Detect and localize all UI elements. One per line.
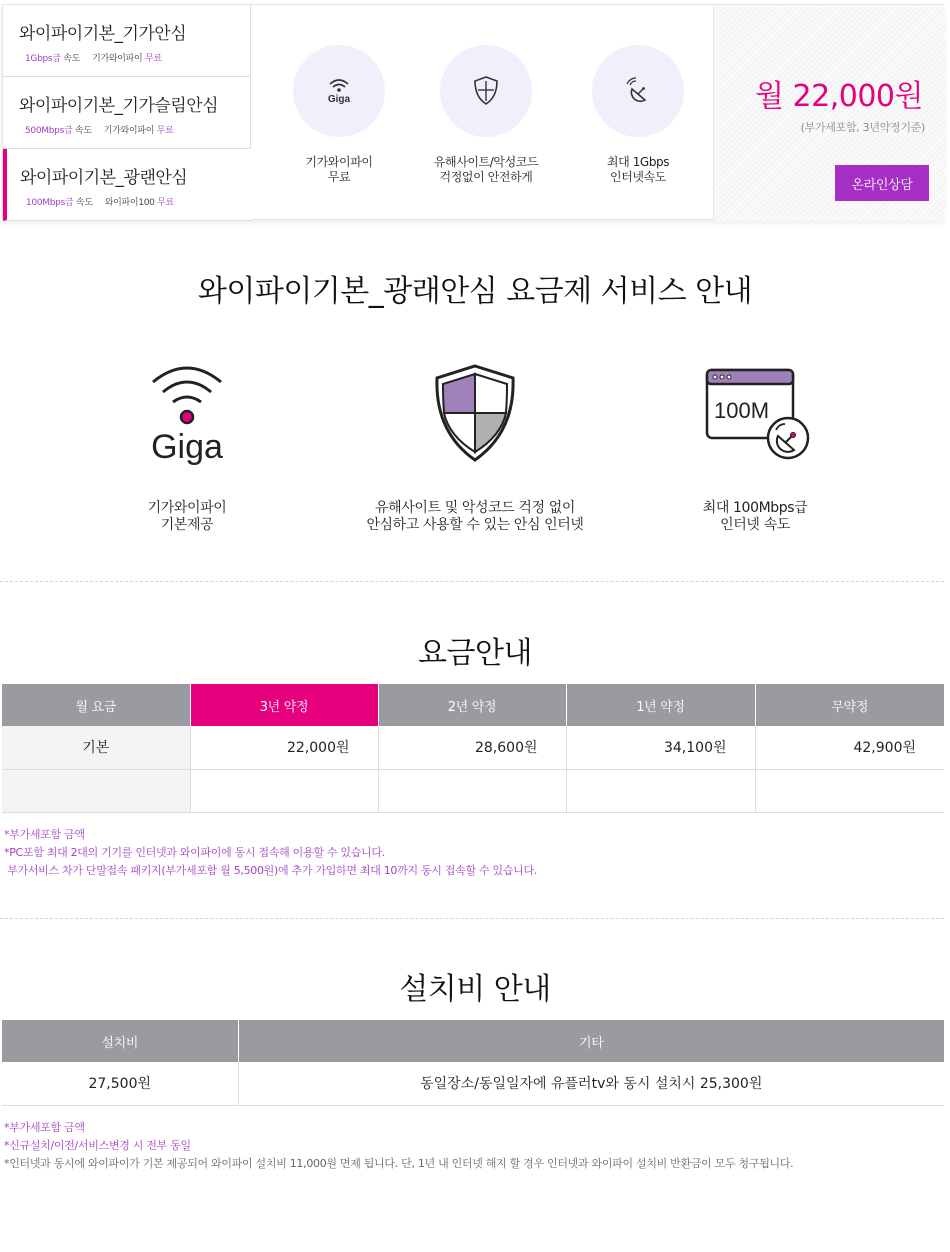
install-notes: [4, 1119, 793, 1173]
fee-cell: 22,000원: [190, 726, 378, 769]
giga-wifi-icon: [293, 45, 385, 137]
feature-label: 최대 1Gbps 인터넷속도: [606, 155, 670, 184]
svg-text:100M: 100M: [714, 398, 770, 423]
service-title: 와이파이기본_광래안심 요금제 서비스 안내: [197, 274, 753, 309]
install-fee-cell: 27,500원: [2, 1062, 238, 1105]
service-item-shield: [355, 360, 595, 534]
plan-item-giga-slim[interactable]: [3, 77, 251, 149]
satellite-icon: [592, 45, 684, 137]
monthly-price: 월 22,000원: [755, 79, 923, 114]
install-table: [2, 1020, 944, 1106]
section-divider: [0, 581, 944, 582]
plan-name: 와이파이기본_광랜안심: [20, 168, 188, 188]
fee-table-header: [2, 684, 944, 726]
table-row: [2, 726, 944, 769]
note-line: *부가세포함 금액: [4, 1121, 85, 1134]
feature-label: 기가와이파이 무료: [305, 155, 373, 184]
table-row: [2, 1062, 944, 1105]
plan-item-giga[interactable]: [3, 5, 251, 77]
shield-icon: [355, 360, 595, 470]
feature-shield: [421, 45, 551, 185]
giga-wifi-icon: [107, 360, 267, 470]
section-divider: [0, 918, 944, 919]
fee-cell: [378, 769, 566, 812]
feature-speed: [573, 45, 703, 185]
product-card: [2, 4, 944, 220]
install-title: 설치비 안내: [399, 972, 551, 1007]
feature-list: [253, 5, 713, 221]
service-label: 유해사이트 및 악성코드 걱정 없이 안심하고 사용할 수 있는 안심 인터넷: [366, 500, 584, 533]
fee-cell: 34,100원: [566, 726, 755, 769]
fee-title: 요금안내: [418, 636, 532, 671]
svg-text:Giga: Giga: [151, 428, 223, 466]
note-line: *인터넷과 동시에 와이파이가 기본 제공되어 와이파이 설치비 11,000원 면제 됩니다. 단, 1년 내 인터넷 해지 할 경우 인터넷과 와이파이 설치비 반환금이 모두 청구됩니다.: [4, 1157, 794, 1170]
install-header-cell: 설치비: [2, 1020, 238, 1062]
install-header-cell: 기타: [238, 1020, 944, 1062]
fee-header-cell: 1년 약정: [566, 684, 755, 726]
fee-table: [2, 684, 944, 813]
fee-header-cell: 월 요금: [2, 684, 190, 726]
fee-header-cell-selected: 3년 약정: [190, 684, 378, 726]
plan-item-lan[interactable]: [3, 149, 251, 221]
fee-cell: [566, 769, 755, 812]
service-item-giga: [107, 360, 267, 534]
fee-notes: [4, 826, 537, 880]
fee-cell: 28,600원: [378, 726, 566, 769]
plan-name: 와이파이기본_기가안심: [19, 24, 187, 44]
note-line: *신규설치/이전/서비스변경 시 전부 동일: [4, 1139, 191, 1152]
shield-icon: [440, 45, 532, 137]
row-label: 기본: [2, 726, 190, 769]
speed-window-icon: [680, 360, 830, 470]
fee-cell: 42,900원: [755, 726, 944, 769]
fee-cell: [755, 769, 944, 812]
service-label: 기가와이파이 기본제공: [147, 500, 227, 533]
service-item-speed: [680, 360, 830, 534]
plan-list: [3, 5, 251, 221]
note-line: 부가서비스 차가 단말접속 패키지(부가세포함 월 5,500원)에 추가 가입하면 최대 10까지 동시 접속할 수 있습니다.: [4, 864, 538, 877]
feature-label: 유해사이트/악성코드 걱정없이 안전하게: [433, 155, 539, 184]
fee-cell: [190, 769, 378, 812]
svg-text:Giga: Giga: [327, 94, 351, 105]
service-label: 최대 100Mbps급 인터넷 속도: [702, 500, 808, 533]
plan-detail: 1Gbps급 속도 기가와이파이 무료: [25, 54, 162, 64]
plan-name: 와이파이기본_기가슬림안심: [19, 96, 219, 116]
online-consult-button[interactable]: 온라인상담: [835, 165, 929, 201]
price-panel: [713, 5, 945, 221]
fee-header-cell: 2년 약정: [378, 684, 566, 726]
price-note: (부가세포함, 3년약정기준): [800, 121, 925, 134]
fee-header-cell: 무약정: [755, 684, 944, 726]
install-etc-cell: 동일장소/동일일자에 유플러tv와 동시 설치시 25,300원: [238, 1062, 944, 1105]
install-table-header: [2, 1020, 944, 1062]
row-label: [2, 769, 190, 812]
plan-detail: 500Mbps급 속도 기가와이파이 무료: [25, 126, 174, 136]
plan-detail: 100Mbps급 속도 와이파이100 무료: [26, 198, 174, 208]
table-row: [2, 769, 944, 812]
note-line: *부가세포함 금액: [4, 828, 85, 841]
note-line: *PC포함 최대 2대의 기기를 인터넷과 와이파이에 동시 접속해 이용할 수 있습니다.: [4, 846, 385, 859]
feature-giga-wifi: [274, 45, 404, 185]
